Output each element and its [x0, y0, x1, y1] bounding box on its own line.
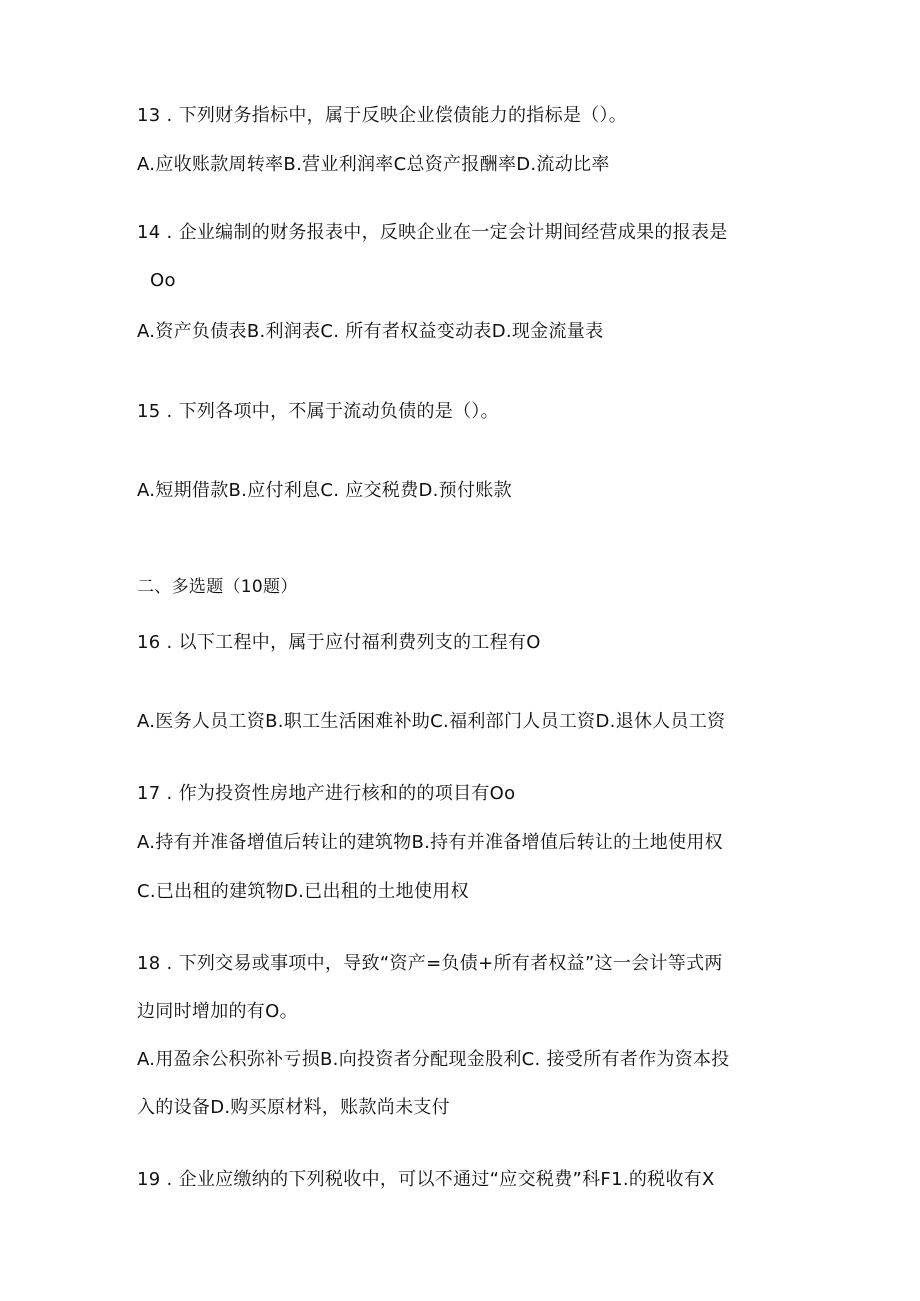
question-18-stem: 18 . 下列交易或事项中，导致“资产=负债+所有者权益”这一会计等式两	[137, 953, 723, 974]
question-14-options: A.资产负债表B.利润表C. 所有者权益变动表D.现金流量表	[137, 321, 604, 342]
question-15-options: A.短期借款B.应付利息C. 应交税费D.预付账款	[137, 480, 512, 501]
question-15-stem: 15 . 下列各项中，不属于流动负债的是（）。	[137, 401, 499, 422]
question-17-stem: 17 . 作为投资性房地产进行核和的的项目有Oo	[137, 783, 516, 804]
question-14-stem-continued: Oo	[150, 270, 176, 291]
question-19-stem: 19 . 企业应缴纳的下列税收中，可以不通过“应交税费”科F1.的税收有X	[137, 1169, 715, 1190]
question-14-stem: 14 . 企业编制的财务报表中，反映企业在一定会计期间经营成果的报表是	[137, 222, 728, 243]
question-18-options-line-2: 入的设备D.购买原材料，账款尚未支付	[137, 1097, 450, 1118]
question-16-stem: 16 . 以下工程中，属于应付福利费列支的工程有O	[137, 632, 541, 653]
question-18-options-line-1: A.用盈余公积弥补亏损B.向投资者分配现金股利C. 接受所有者作为资本投	[137, 1049, 730, 1070]
question-13-stem: 13 . 下列财务指标中，属于反映企业偿债能力的指标是（）。	[137, 105, 628, 126]
question-18-stem-continued: 边同时增加的有O。	[137, 1001, 298, 1022]
question-17-options-line-2: C.已出租的建筑物D.已出租的土地使用权	[137, 881, 469, 902]
question-17-options-line-1: A.持有并准备增值后转让的建筑物B.持有并准备增值后转让的土地使用权	[137, 832, 723, 853]
question-13-options: A.应收账款周转率B.营业利润率C总资产报酬率D.流动比率	[137, 154, 610, 175]
question-16-options: A.医务人员工资B.职工生活困难补助C.福利部门人员工资D.退休人员工资	[137, 711, 726, 732]
section-heading-multiple-choice: 二、多选题（10题）	[137, 577, 298, 597]
